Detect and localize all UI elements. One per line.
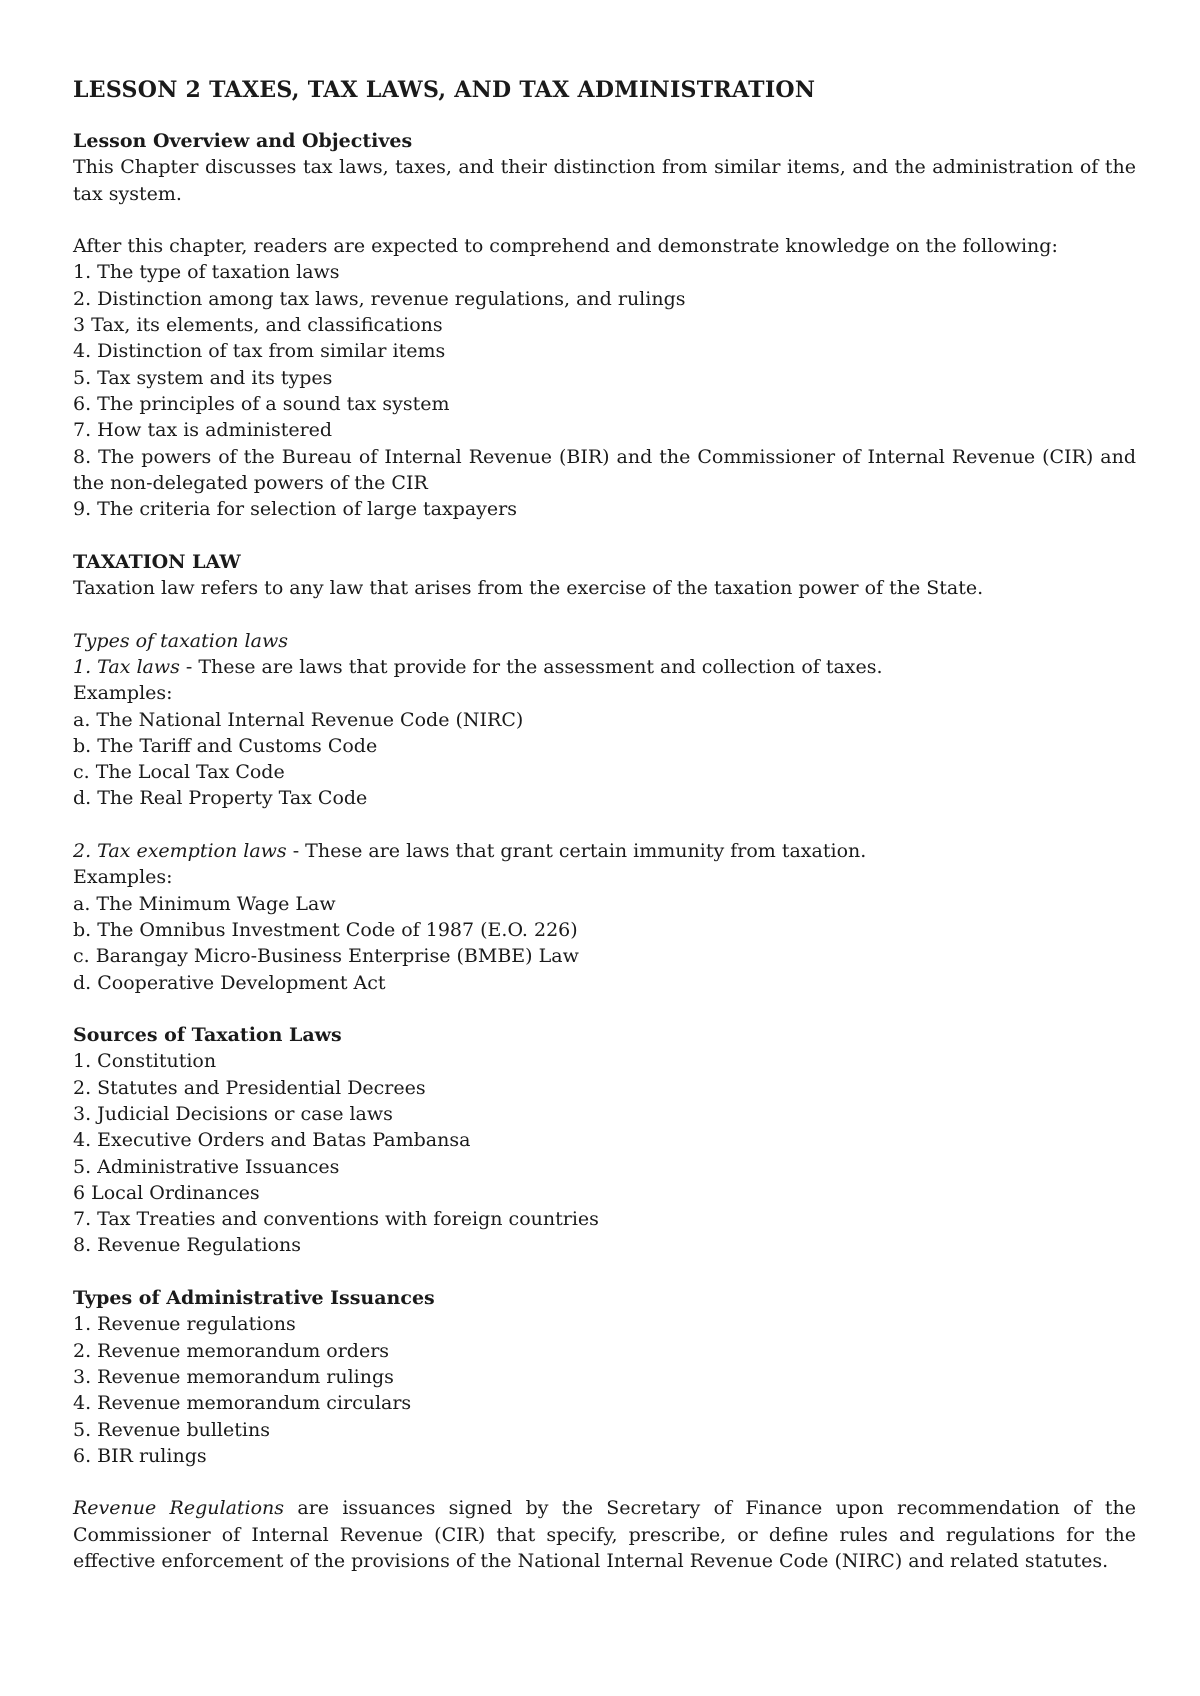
- examples-label: Examples:: [73, 682, 173, 705]
- objective-item: 4. Distinction of tax from similar items: [73, 340, 446, 363]
- types-heading: Types of taxation laws: [73, 629, 288, 652]
- example-item: c. The Local Tax Code: [73, 761, 285, 784]
- exemption-laws-term: 2. Tax exemption laws: [73, 840, 287, 863]
- source-item: 4. Executive Orders and Batas Pambansa: [73, 1129, 471, 1152]
- admin-issuances-heading: Types of Administrative Issuances: [73, 1287, 435, 1310]
- overview-intro: This Chapter discusses tax laws, taxes, and their distinction from similar items, and the administration of the tax system.: [73, 156, 1136, 205]
- admin-issuance-item: 6. BIR rulings: [73, 1444, 207, 1467]
- admin-issuance-item: 1. Revenue regulations: [73, 1313, 296, 1336]
- exemption-laws-definition: 2. Tax exemption laws - These are laws that grant certain immunity from taxation.: [73, 840, 867, 863]
- source-item: 3. Judicial Decisions or case laws: [73, 1102, 393, 1125]
- lesson-title: LESSON 2 TAXES, TAX LAWS, AND TAX ADMINISTRATION: [73, 77, 816, 103]
- objective-item: 6. The principles of a sound tax system: [73, 392, 450, 415]
- overview-after: After this chapter, readers are expected to comprehend and demonstrate knowledge on the following:: [73, 235, 1058, 258]
- source-item: 7. Tax Treaties and conventions with foreign countries: [73, 1208, 599, 1231]
- objective-item: 5. Tax system and its types: [73, 366, 333, 389]
- examples-label: Examples:: [73, 866, 173, 889]
- admin-issuance-item: 3. Revenue memorandum rulings: [73, 1365, 394, 1388]
- revenue-regulations-paragraph: Revenue Regulations are issuances signed by the Secretary of Finance upon recommendation of the Commissioner of Internal Revenue (CIR) that specify, prescribe, or define rules and regulations for the effective enforcement of the provisions of the National Internal Revenue Code (NIRC) and related statutes.: [73, 1497, 1136, 1573]
- objective-item: 1. The type of taxation laws: [73, 261, 340, 284]
- source-item: 2. Statutes and Presidential Decrees: [73, 1076, 426, 1099]
- revenue-regulations-term: Revenue Regulations: [73, 1497, 285, 1520]
- example-item: d. The Real Property Tax Code: [73, 787, 368, 810]
- document-page: [73, 70, 1136, 1574]
- objective-item: 7. How tax is administered: [73, 419, 333, 442]
- tax-laws-definition: 1. Tax laws - These are laws that provide for the assessment and collection of taxes.: [73, 655, 883, 678]
- source-item: 6 Local Ordinances: [73, 1181, 260, 1204]
- overview-heading: Lesson Overview and Objectives: [73, 130, 413, 152]
- taxation-law-definition: Taxation law refers to any law that arises from the exercise of the taxation power of the State.: [73, 577, 984, 600]
- objective-item: 8. The powers of the Bureau of Internal Revenue (BIR) and the Commissioner of Internal Revenue (CIR) and the non-delegated powers of the CIR: [73, 445, 1136, 494]
- example-item: d. Cooperative Development Act: [73, 971, 386, 994]
- source-item: 5. Administrative Issuances: [73, 1155, 340, 1178]
- example-item: a. The National Internal Revenue Code (NIRC): [73, 708, 524, 731]
- admin-issuance-item: 2. Revenue memorandum orders: [73, 1339, 390, 1362]
- example-item: c. Barangay Micro-Business Enterprise (BMBE) Law: [73, 945, 579, 968]
- admin-issuance-item: 4. Revenue memorandum circulars: [73, 1392, 412, 1415]
- source-item: 8. Revenue Regulations: [73, 1234, 301, 1257]
- example-item: b. The Omnibus Investment Code of 1987 (E.O. 226): [73, 918, 578, 941]
- source-item: 1. Constitution: [73, 1050, 217, 1073]
- example-item: a. The Minimum Wage Law: [73, 892, 336, 915]
- example-item: b. The Tariff and Customs Code: [73, 734, 378, 757]
- objective-item: 9. The criteria for selection of large taxpayers: [73, 498, 517, 521]
- sources-heading: Sources of Taxation Laws: [73, 1024, 342, 1047]
- admin-issuance-item: 5. Revenue bulletins: [73, 1418, 270, 1441]
- objective-item: 2. Distinction among tax laws, revenue regulations, and rulings: [73, 287, 686, 310]
- taxation-law-heading: TAXATION LAW: [73, 550, 241, 573]
- tax-laws-term: 1. Tax laws: [73, 655, 180, 678]
- objective-item: 3 Tax, its elements, and classifications: [73, 314, 443, 337]
